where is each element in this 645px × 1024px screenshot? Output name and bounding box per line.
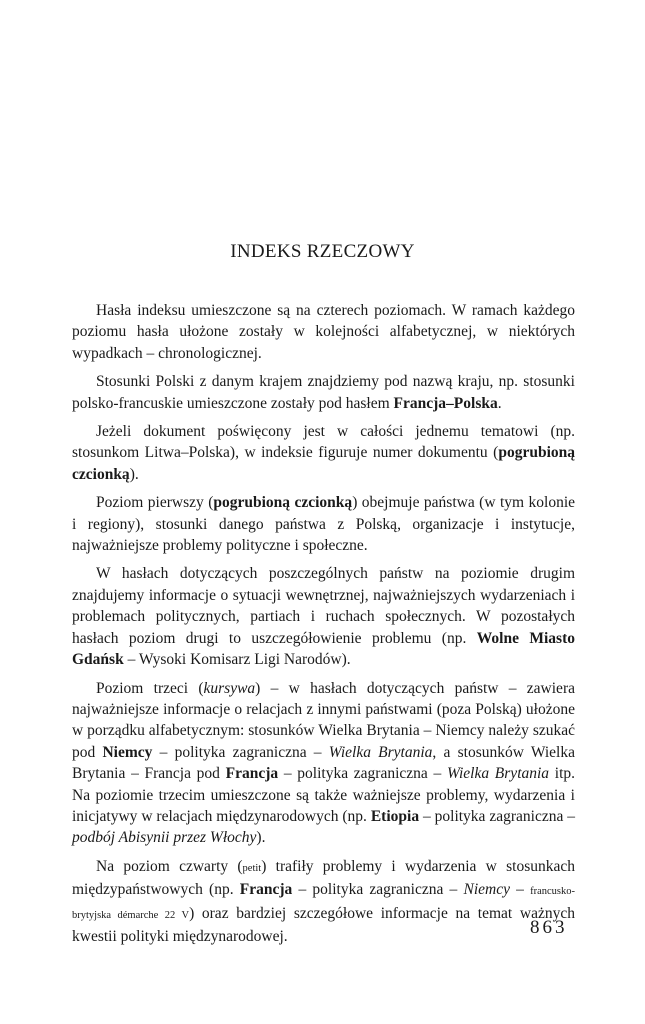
paragraph-6 xyxy=(72,678,575,849)
text-run: – Wysoki Komisarz Ligi Narodów). xyxy=(123,651,351,669)
paragraph-1 xyxy=(72,300,575,364)
text-run: ) obejmuje państwa (w tym kolonie i regiony), stosunki danego państwa z Polską, organizacje i instytucje, najważniejsze problemy polityczne i społeczne. xyxy=(72,494,576,555)
italic-term: kursywa xyxy=(203,679,256,697)
paragraph-2 xyxy=(72,371,575,414)
bold-term: Etiopia xyxy=(370,807,420,825)
page-title: INDEKS RZECZOWY xyxy=(230,241,415,262)
text-run: itp. Na poziomie trzecim umieszczone są także ważniejsze problemy, wydarzenia i inicjatywy w relacjach międzynarodowych (np. xyxy=(72,765,575,825)
italic-term: Niemcy xyxy=(463,881,510,899)
bold-term: Wolne Miasto Gdańsk xyxy=(72,629,575,669)
text-run: ) oraz bardziej szczegółowe informacje na temat ważnych kwestii polityki międzynarodowej. xyxy=(72,904,575,945)
text-run: – polityka zagraniczna – xyxy=(292,881,464,899)
petit-text: petit xyxy=(242,862,262,874)
text-run: ). xyxy=(129,465,139,483)
italic-term: Wielka Brytania xyxy=(328,743,433,761)
text-run: ) – w hasłach dotyczących państw – zawiera najważniejsze informacje o relacjach z innymi państwami (poza Polską) ułożone w porządku alfabetycznym: stosunków Wielka Brytania – Niemcy należy szukać pod xyxy=(72,679,575,761)
text-run: ) trafiły problemy i wydarzenia w stosunkach międzypaństwowych (np. xyxy=(72,857,575,899)
text-run: Hasła indeksu umieszczone są na czterech poziomach. W ramach każdego poziomu hasła ułożone zostały w kolejności alfabetycznej, w niektórych wypadkach – chronologicznej. xyxy=(72,302,575,362)
body-text xyxy=(72,300,575,954)
italic-term: podbój Abisynii przez Włochy xyxy=(72,829,257,847)
text-run: Poziom pierwszy ( xyxy=(96,494,214,512)
text-run: – polityka zagraniczna – xyxy=(152,743,329,761)
italic-term: Wielka Brytania xyxy=(446,765,550,783)
text-run: Na poziom czwarty ( xyxy=(96,857,243,875)
text-run: ). xyxy=(256,829,266,847)
petit-text: francusko-brytyjska démarche 22 V xyxy=(72,886,576,921)
bold-term: Francja–Polska xyxy=(393,394,498,412)
paragraph-5 xyxy=(72,563,575,670)
bold-term: pogrubioną czcionką xyxy=(72,444,575,483)
text-run: W hasłach dotyczących poszczególnych państw na poziomie drugim znajdujemy informacje o sytuacji wewnętrznej, najważniejszych wydarzeniach i problemach politycznych, partiach i ruchach społecznych. W pozostałych hasłach poziom drugi to uszczegółowienie problemu (np. xyxy=(72,565,575,647)
text-run: Jeżeli dokument poświęcony jest w całości jednemu tematowi (np. stosunkom Litwa–Polska), w indeksie figuruje numer dokumentu ( xyxy=(72,423,575,462)
bold-term: Niemcy xyxy=(102,743,153,761)
text-run: – polityka zagraniczna – xyxy=(278,765,447,783)
bold-term: pogrubioną czcionką xyxy=(213,494,353,512)
paragraph-4 xyxy=(72,492,575,556)
text-run: – xyxy=(509,881,531,899)
page-number: 863 xyxy=(530,917,568,938)
paragraph-7 xyxy=(72,856,575,948)
bold-term: Francja xyxy=(225,765,279,783)
text-run: Stosunki Polski z danym krajem znajdziemy pod nazwą kraju, np. stosunki polsko-francuskie umieszczone zostały pod hasłem xyxy=(72,373,575,412)
text-run: – polityka zagraniczna – xyxy=(419,807,575,825)
bold-term: Francja xyxy=(239,881,293,899)
text-run: , a stosunków Wielka Brytania – Francja pod xyxy=(72,743,575,783)
text-run: . xyxy=(497,394,502,412)
text-run: Poziom trzeci ( xyxy=(96,679,204,697)
paragraph-3 xyxy=(72,421,575,485)
